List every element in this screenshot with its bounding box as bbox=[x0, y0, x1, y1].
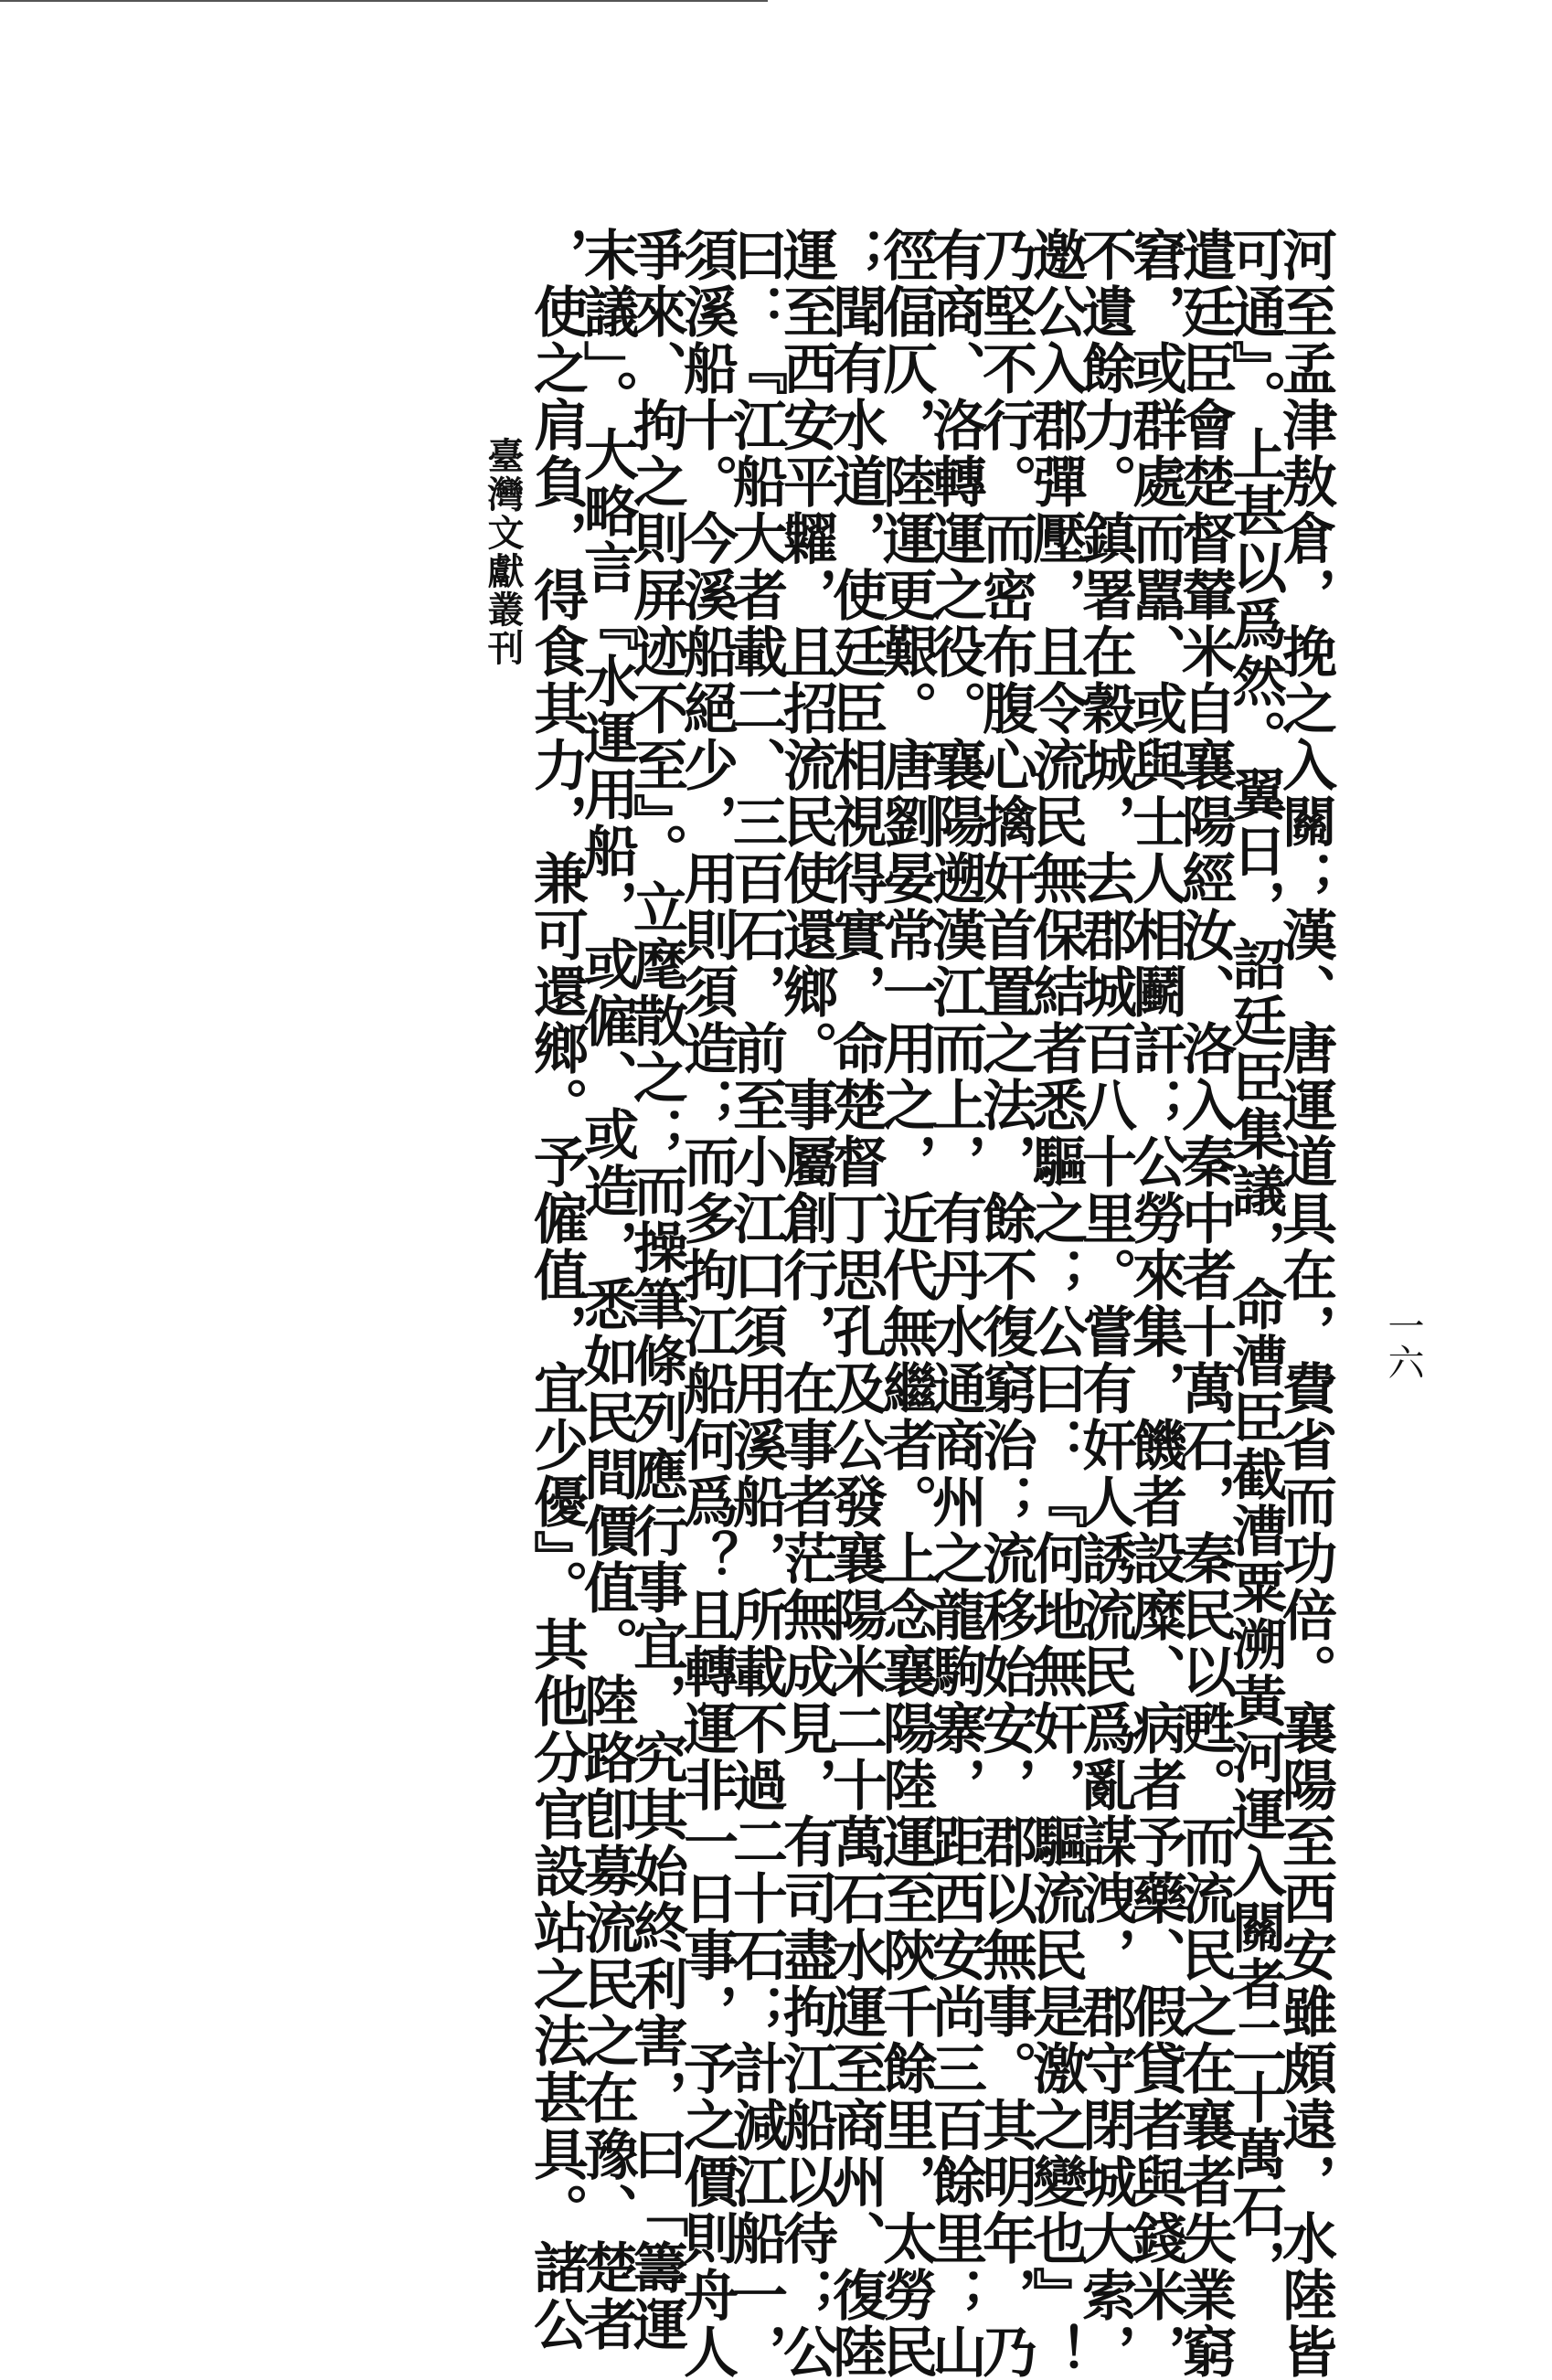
text-column: 遣廷臣會楚督輦米自襄陽經汝、洛入秦中者十萬石，秦民以甦。而流民之在襄者失業窮 bbox=[1173, 227, 1237, 2380]
page-header: 臺灣文獻叢刊 bbox=[482, 437, 525, 667]
text-column: 可通』。上甚以爲然。翼日，詔廷臣集議，命漕臣截漕粟溯黃河運入關者二十萬石， bbox=[1223, 227, 1287, 2296]
text-column: ，使之肩負，得食其力，兼可還鄉。予僱值，宜少優』。其他分官設站之法甚具。諸公 bbox=[525, 227, 589, 2353]
text-column: 爭來、拘之則屏迹不至』。立麾散之；而操筆條列應行事宜，究其始終利害，曰「籌運 bbox=[624, 227, 688, 2353]
text-column: 須溪船十。今溪船絕少，用則須造；而多拘江船何爲？且轉運非一日事，予之價則舟人 bbox=[675, 227, 739, 2380]
text-body bbox=[219, 227, 1344, 2380]
scan-edge-line bbox=[0, 0, 768, 2]
text-column: ；聞有水道，使廷臣相視得實，命楚督丁思孔及公發襄陽米二十萬石水運至商州、復陸 bbox=[824, 227, 888, 2380]
text-column: 運至西安平糶，且招流民使還鄉。事屬創行，在事者茫無成見，有司盡拘江船以待；公 bbox=[774, 227, 838, 2380]
text-column: 不遺餘力。鎮署在穀城，去郡城百八十里。嘗有奸人誘流民爲亂謀洩，郡守閉城大索， bbox=[1073, 227, 1137, 2380]
text-column: 窘，或群處而嚚、或與士人相鬬訐；公勞來集，饑者設糜、病者予藥、假貸者與錢米， bbox=[1123, 227, 1187, 2380]
text-column: 乃堅不行。而密布腹心擒奸首置之法，餘不復窮治；流移始安，郡以無事。其明年，乃 bbox=[973, 227, 1037, 2380]
page-number: 一六 bbox=[1382, 1307, 1424, 1380]
text-column: 末議」。大略言『水運用船，或僱、或造，悉如民間價值。陸路卽募流民之在豫、楚者 bbox=[575, 227, 639, 2353]
text-column: 有商、洛轉運之役。襄陽遡漢江而上，有丹水通商州之龍駒寨，距西安尚三百餘里；山 bbox=[923, 227, 987, 2380]
text-column: 徑偪仄，陸運更艱。唐劉晏常一用之，近代無繼者。上念襄陽陸運至陝千餘里，太勞民 bbox=[874, 227, 938, 2380]
text-column: 河至孟津敖倉，挽之入關；漢、唐運道具在，費省而功倍。襄陽至西安雖頗遠，水陸皆 bbox=[1273, 227, 1337, 2380]
text-column: 邀公入郡彈壓，且令流民無保結者悉驅之；公曰：『何地無奸，驅流民是激之變也』！ bbox=[1024, 227, 1088, 2380]
text-column: 曰：『江船大者載二、三百石，前至小江口須用溪船，所載不過二十石；計減江船一， bbox=[724, 227, 788, 2380]
